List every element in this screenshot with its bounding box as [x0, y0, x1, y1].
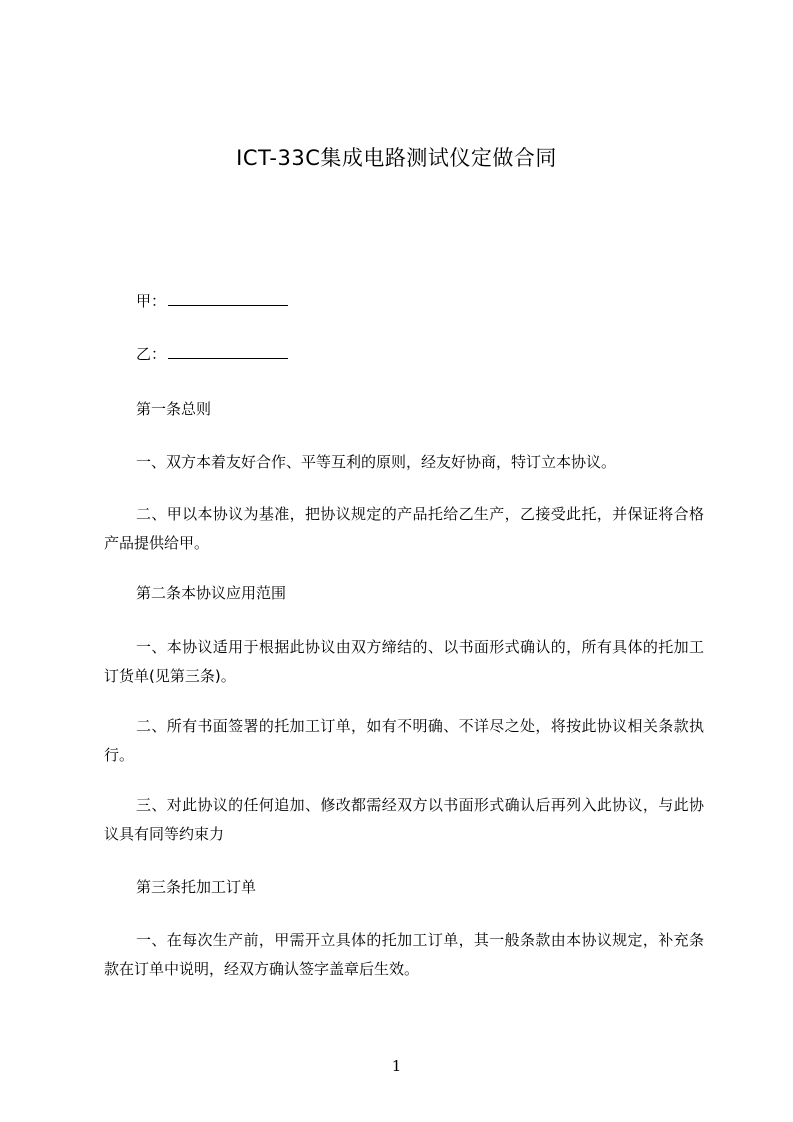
section-heading: 第一条总则 [136, 400, 212, 418]
party-a-line [136, 291, 288, 311]
paragraph: 二、所有书面签署的托加工订单，如有不明确、不详尽之处，将按此协议相关条款执行。 [104, 717, 704, 764]
party-b-label: 乙： [136, 345, 167, 363]
party-b-line [136, 344, 288, 364]
party-a-blank [168, 291, 288, 306]
section-heading: 第二条本协议应用范围 [136, 584, 287, 602]
paragraph: 一、双方本着友好合作、平等互利的原则，经友好协商，特订立本协议。 [136, 453, 617, 471]
paragraph: 三、对此协议的任何追加、修改都需经双方以书面形式确认后再列入此协议，与此协议具有同等约束力 [104, 796, 704, 843]
document-title: ICT-33C集成电路测试仪定做合同 [236, 146, 557, 170]
page-number: 1 [391, 1057, 402, 1075]
paragraph: 二、甲以本协议为基准，把协议规定的产品托给乙生产，乙接受此托，并保证将合格产品提供给甲。 [104, 505, 704, 552]
paragraph: 一、本协议适用于根据此协议由双方缔结的、以书面形式确认的，所有具体的托加工订货单(见第三条)。 [104, 638, 704, 685]
paragraph: 一、在每次生产前，甲需开立具体的托加工订单，其一般条款由本协议规定，补充条款在订单中说明，经双方确认签字盖章后生效。 [104, 931, 704, 978]
party-b-blank [168, 344, 288, 359]
party-a-label: 甲： [136, 292, 167, 310]
section-heading: 第三条托加工订单 [136, 878, 257, 896]
